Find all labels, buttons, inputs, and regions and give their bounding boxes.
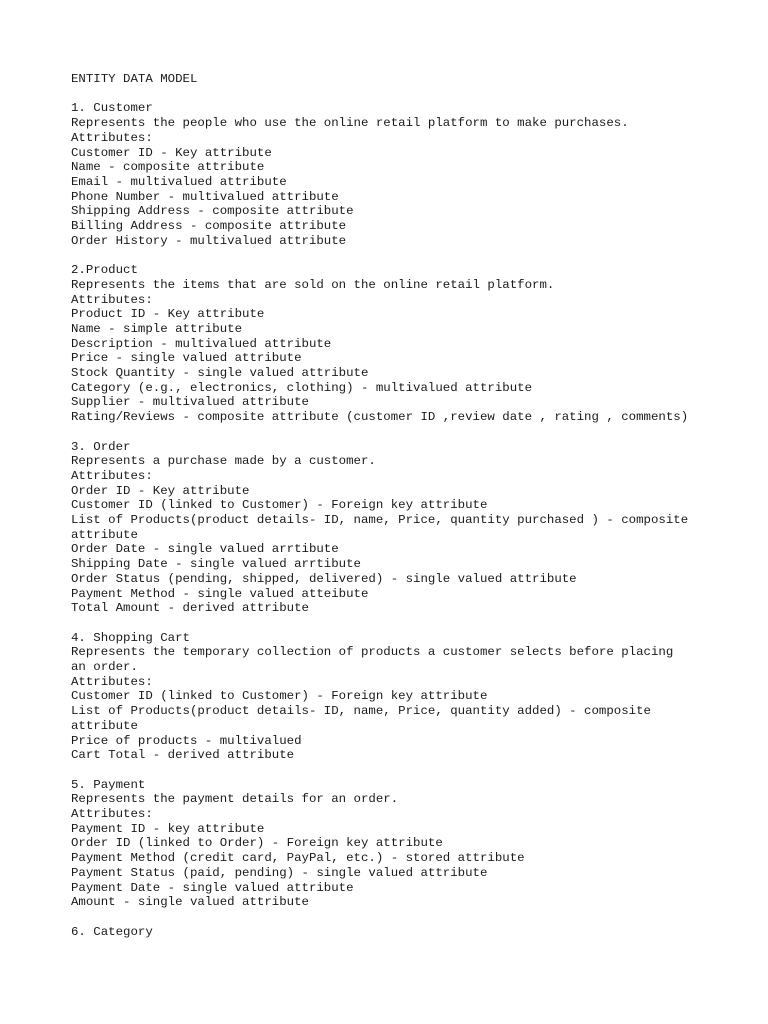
section-heading: 2.Product: [71, 263, 138, 278]
section-line: Rating/Reviews - composite attribute (customer ID ,review date , rating , comments): [71, 410, 689, 425]
spacer: [71, 616, 751, 631]
section-order: [71, 440, 751, 616]
spacer: [71, 87, 751, 102]
section-line: Attributes:: [71, 468, 153, 483]
section-line: Amount - single valued attribute: [71, 895, 309, 910]
section-heading: 5. Payment: [71, 777, 146, 792]
section-line: attribute: [71, 527, 138, 542]
section-line: Payment Status (paid, pending) - single valued attribute: [71, 865, 488, 880]
section-line: Cart Total - derived attribute: [71, 748, 295, 763]
section-line: Customer ID (linked to Customer) - Foreign key attribute: [71, 498, 488, 513]
section-line: Product ID - Key attribute: [71, 307, 265, 322]
section-line: Category (e.g., electronics, clothing) - multivalued attribute: [71, 380, 533, 395]
section-line: Payment ID - key attribute: [71, 821, 265, 836]
section-line: Billing Address - composite attribute: [71, 219, 347, 234]
section-line: Phone Number - multivalued attribute: [71, 189, 339, 204]
section-line: Shipping Date - single valued arrtibute: [71, 557, 361, 572]
document-title: ENTITY DATA MODEL: [71, 72, 198, 86]
section-line: Represents a purchase made by a customer.: [71, 454, 376, 469]
section-line: Name - composite attribute: [71, 160, 265, 175]
section-line: Payment Method (credit card, PayPal, etc.) - stored attribute: [71, 851, 525, 866]
spacer: [71, 425, 751, 440]
section-line: Order Status (pending, shipped, delivered) - single valued attribute: [71, 571, 577, 586]
section-heading: 1. Customer: [71, 101, 153, 116]
section-line: Payment Date - single valued attribute: [71, 880, 354, 895]
section-product: [71, 263, 751, 425]
section-line: Name - simple attribute: [71, 321, 243, 336]
document-page: [71, 72, 751, 939]
spacer: [71, 910, 751, 925]
section-payment: [71, 778, 751, 910]
section-line: Stock Quantity - single valued attribute: [71, 366, 369, 381]
section-heading: 6. Category: [71, 924, 153, 939]
section-shopping-cart: [71, 631, 751, 763]
section-line: Shipping Address - composite attribute: [71, 204, 354, 219]
section-line: attribute: [71, 718, 138, 733]
spacer: [71, 248, 751, 263]
section-line: List of Products(product details- ID, name, Price, quantity added) - composite: [71, 704, 651, 719]
section-heading: 3. Order: [71, 439, 131, 454]
section-line: Customer ID (linked to Customer) - Foreign key attribute: [71, 689, 488, 704]
section-line: Attributes:: [71, 292, 153, 307]
section-line: Payment Method - single valued atteibute: [71, 586, 369, 601]
section-line: Represents the items that are sold on the online retail platform.: [71, 277, 555, 292]
section-line: Email - multivalued attribute: [71, 174, 287, 189]
section-line: Represents the payment details for an order.: [71, 792, 399, 807]
section-line: Order ID - Key attribute: [71, 483, 250, 498]
section-line: Total Amount - derived attribute: [71, 601, 309, 616]
section-line: Represents the temporary collection of products a customer selects before placing: [71, 645, 674, 660]
section-line: an order.: [71, 660, 138, 675]
section-line: Customer ID - Key attribute: [71, 145, 272, 160]
section-heading: 4. Shopping Cart: [71, 630, 190, 645]
section-line: Order Date - single valued arrtibute: [71, 542, 339, 557]
section-category: [71, 925, 751, 940]
section-line: Attributes:: [71, 130, 153, 145]
section-line: List of Products(product details- ID, name, Price, quantity purchased ) - composite: [71, 513, 689, 528]
section-line: Attributes:: [71, 807, 153, 822]
section-line: Supplier - multivalued attribute: [71, 395, 309, 410]
section-line: Order ID (linked to Order) - Foreign key attribute: [71, 836, 443, 851]
section-line: Order History - multivalued attribute: [71, 233, 347, 248]
section-line: Attributes:: [71, 674, 153, 689]
section-line: Price - single valued attribute: [71, 351, 302, 366]
section-line: Description - multivalued attribute: [71, 336, 332, 351]
spacer: [71, 763, 751, 778]
section-line: Represents the people who use the online retail platform to make purchases.: [71, 116, 629, 131]
section-line: Price of products - multivalued: [71, 733, 302, 748]
section-customer: [71, 101, 751, 248]
